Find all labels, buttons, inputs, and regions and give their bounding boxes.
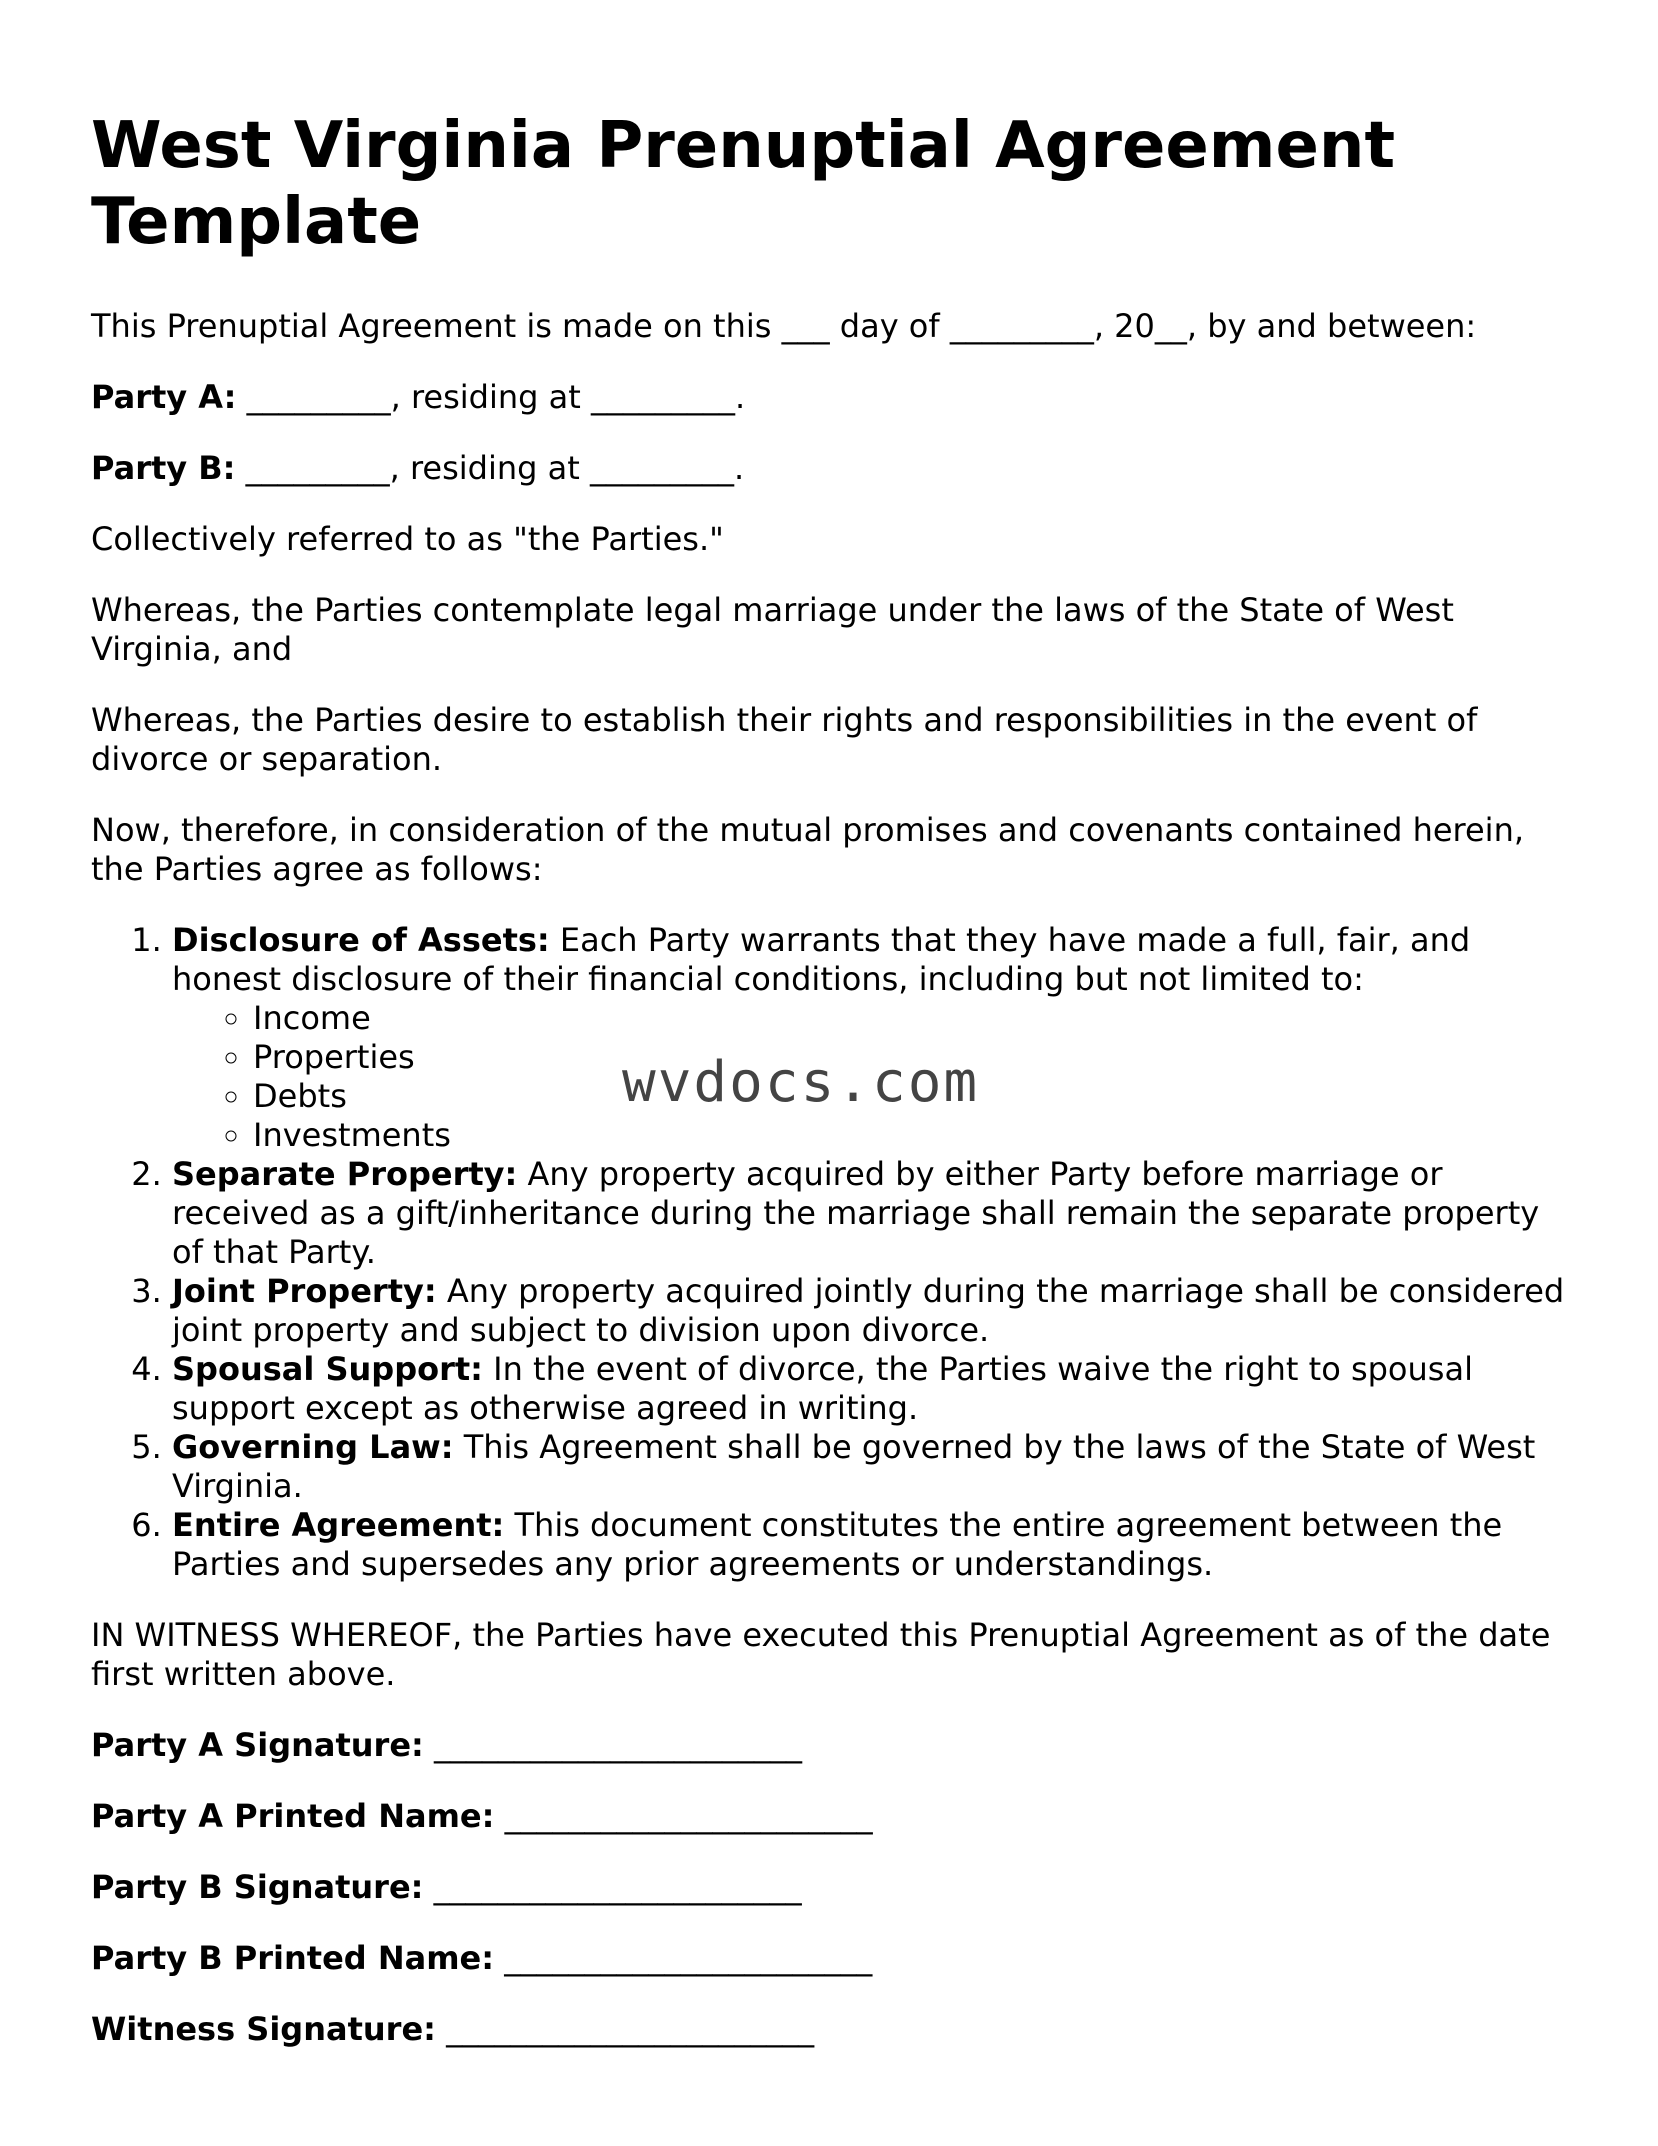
signature-blank: _______________________: [435, 2010, 815, 2048]
term-heading: Governing Law:: [172, 1428, 454, 1466]
term-heading: Joint Property:: [172, 1272, 437, 1310]
signature-block: [91, 1726, 1571, 2049]
party-a-line: [91, 378, 1571, 417]
term-text: Any property acquired jointly during the marriage shall be considered joint property and subject to division upon divorce.: [172, 1272, 1565, 1349]
signature-line: [91, 2010, 1571, 2049]
term-heading: Entire Agreement:: [172, 1506, 505, 1544]
page-title: West Virginia Prenuptial Agreement Template: [91, 109, 1396, 259]
signature-label: Party B Printed Name:: [91, 1939, 495, 1977]
signature-line: [91, 1797, 1571, 1836]
witness-clause: IN WITNESS WHEREOF, the Parties have executed this Prenuptial Agreement as of the date first written above.: [91, 1616, 1551, 1693]
terms-list: [91, 921, 1571, 1584]
signature-line: [91, 1939, 1571, 1978]
signature-label: Witness Signature:: [91, 2010, 436, 2048]
term-text: This document constitutes the entire agreement between the Parties and supersedes any prior agreements or understandings.: [172, 1506, 1503, 1583]
signature-line: [91, 1868, 1571, 1907]
signature-label: Party B Signature:: [91, 1868, 424, 1906]
term-text: Each Party warrants that they have made a full, fair, and honest disclosure of their financial conditions, including but not limited to:: [172, 921, 1471, 998]
now-therefore-paragraph: Now, therefore, in consideration of the mutual promises and covenants contained herein, the Parties agree as follows:: [91, 811, 1525, 888]
term-text: This Agreement shall be governed by the laws of the State of West Virginia.: [172, 1428, 1536, 1505]
signature-label: Party A Signature:: [91, 1726, 424, 1764]
term-item: [172, 1428, 1571, 1506]
collectively-paragraph: Collectively referred to as "the Parties.": [91, 520, 724, 558]
signature-blank: _______________________: [423, 1868, 802, 1906]
whereas-paragraph-1: Whereas, the Parties contemplate legal marriage under the laws of the State of West Virginia, and: [91, 591, 1454, 668]
signature-blank: _______________________: [494, 1797, 873, 1835]
party-b-text: _________, residing at _________.: [235, 449, 745, 487]
party-a-label: Party A:: [91, 378, 237, 416]
signature-blank: _______________________: [423, 1726, 802, 1764]
term-item: [172, 1350, 1571, 1428]
signature-label: Party A Printed Name:: [91, 1797, 495, 1835]
term-item: [172, 1155, 1571, 1272]
intro-paragraph: This Prenuptial Agreement is made on this ___ day of _________, 20__, by and between:: [91, 307, 1477, 345]
signature-blank: _______________________: [494, 1939, 873, 1977]
term-heading: Spousal Support:: [172, 1350, 483, 1388]
disclosure-item: ◦ Properties: [253, 1038, 1571, 1077]
party-a-text: _________, residing at _________.: [236, 378, 746, 416]
disclosure-item: ◦ Debts: [253, 1077, 1571, 1116]
disclosure-item: ◦ Investments: [253, 1116, 1571, 1155]
watermark: wvdocs.com: [622, 1050, 980, 1115]
term-text: Any property acquired by either Party before marriage or received as a gift/inheritance during the marriage shall remain the separate property of that Party.: [172, 1155, 1540, 1271]
whereas-paragraph-2: Whereas, the Parties desire to establish their rights and responsibilities in the event of divorce or separation.: [91, 701, 1478, 778]
term-heading: Separate Property:: [172, 1155, 518, 1193]
party-b-label: Party B:: [91, 449, 236, 487]
term-item: [172, 1506, 1571, 1584]
term-text: In the event of divorce, the Parties waive the right to spousal support except as otherwise agreed in writing.: [172, 1350, 1473, 1427]
signature-line: [91, 1726, 1571, 1765]
term-heading: Disclosure of Assets:: [172, 921, 550, 959]
disclosure-item: ◦ Income: [253, 999, 1571, 1038]
term-item: [172, 921, 1571, 1155]
term-item: [172, 1272, 1571, 1350]
party-b-line: [91, 449, 1571, 488]
